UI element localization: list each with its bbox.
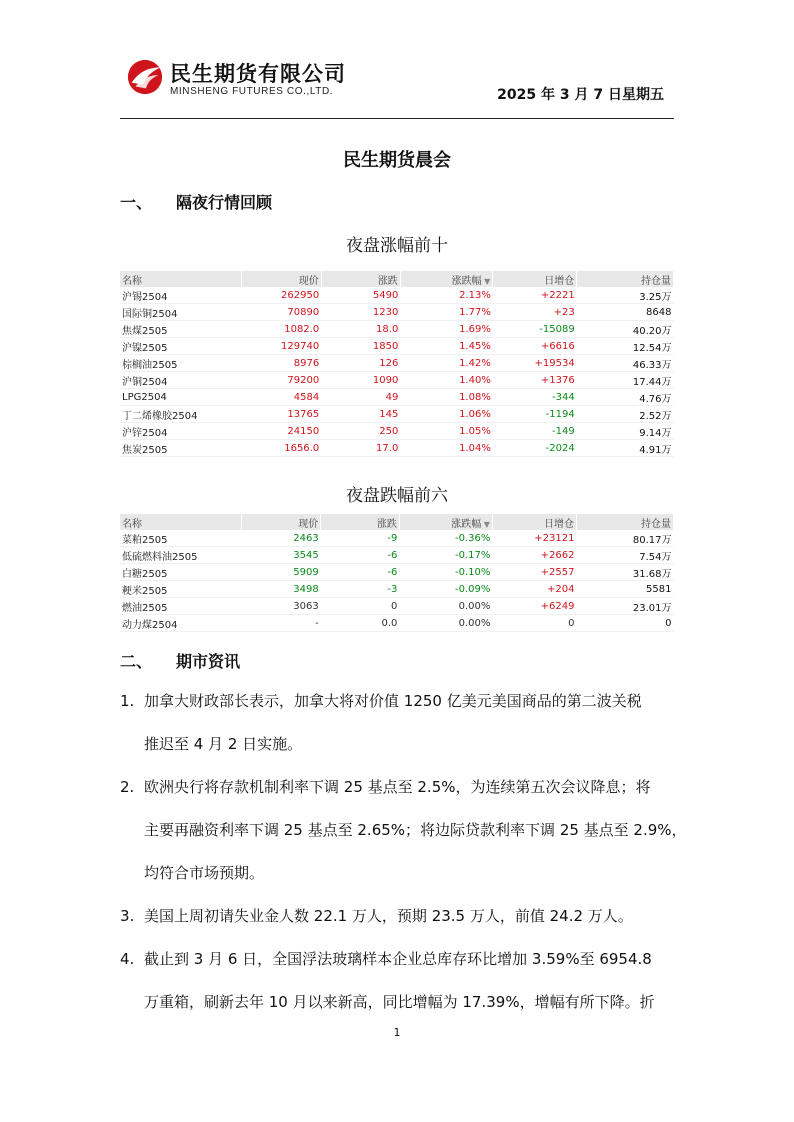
table-up-title: 夜盘涨幅前十 <box>346 236 448 256</box>
news-item <box>120 766 687 895</box>
column-header[interactable]: 涨跌幅 ▼ <box>399 514 492 530</box>
table-cell: 126 <box>321 355 400 372</box>
table-cell: 焦炭2505 <box>120 440 241 457</box>
table-row[interactable] <box>120 287 674 304</box>
table-cell: -0.36% <box>399 530 492 547</box>
table-cell: 沪锌2504 <box>120 423 241 440</box>
table-row[interactable] <box>120 530 674 547</box>
table-cell: 动力煤2504 <box>120 615 241 632</box>
table-cell: 5581 <box>576 581 673 598</box>
table-cell: 79200 <box>241 372 321 389</box>
column-header[interactable]: 持仓量 <box>576 514 673 530</box>
table-cell: +2221 <box>493 287 577 304</box>
table-cell: -9 <box>321 530 400 547</box>
table-cell: 46.33万 <box>577 355 674 372</box>
table-cell: +23121 <box>492 530 576 547</box>
table-cell: +23 <box>493 304 577 321</box>
table-cell: 3545 <box>241 547 320 564</box>
table-cell: 129740 <box>241 338 321 355</box>
news-item <box>120 895 680 938</box>
section-title: 期市资讯 <box>176 652 241 671</box>
table-cell: -0.17% <box>399 547 492 564</box>
news-text: 万重箱，刷新去年 10 月以来新高，同比增幅为 17.39%，增幅有所下降。折 <box>144 993 655 1011</box>
news-text: 截止到 3 月 6 日，全国浮法玻璃样本企业总库存环比增加 3.59%至 6954.8 <box>144 950 652 968</box>
column-header[interactable]: 涨跌幅 ▼ <box>400 271 493 287</box>
table-cell: 国际铜2504 <box>120 304 241 321</box>
table-cell: 8976 <box>241 355 321 372</box>
table-cell: -1194 <box>493 406 577 423</box>
news-list <box>120 680 687 1024</box>
sort-desc-icon[interactable]: ▼ <box>481 519 490 529</box>
table-cell: 18.0 <box>321 321 400 338</box>
table-cell: 40.20万 <box>577 321 674 338</box>
night-session-gainers-table <box>120 271 674 457</box>
table-cell: -0.10% <box>399 564 492 581</box>
news-text: 欧洲央行将存款机制利率下调 25 基点至 2.5%，为连续第五次会议降息；将 <box>144 778 651 796</box>
news-number: 1. <box>120 692 135 710</box>
table-cell: 1230 <box>321 304 400 321</box>
table-cell: 3.25万 <box>577 287 674 304</box>
page-header <box>120 52 674 118</box>
news-text: 推迟至 4 月 2 日实施。 <box>144 735 303 753</box>
table-cell: 白糖2505 <box>120 564 241 581</box>
table-cell: 12.54万 <box>577 338 674 355</box>
table-cell: 0.00% <box>399 615 492 632</box>
table-cell: 13765 <box>241 406 321 423</box>
minsheng-logo-icon <box>126 58 164 96</box>
table-cell: 沪铜2504 <box>120 372 241 389</box>
table-row[interactable] <box>120 615 674 632</box>
table-cell: 2463 <box>241 530 320 547</box>
section-number: 二、 <box>120 652 153 671</box>
table-cell: 1.05% <box>400 423 493 440</box>
table-cell: 1.06% <box>400 406 493 423</box>
table-cell: 菜粕2505 <box>120 530 241 547</box>
news-text: 均符合市场预期。 <box>144 864 265 882</box>
table-cell: LPG2504 <box>120 389 241 406</box>
night-session-losers-table <box>120 514 674 632</box>
table-cell: 3498 <box>241 581 320 598</box>
table-cell: -3 <box>321 581 400 598</box>
table-cell: 17.44万 <box>577 372 674 389</box>
table-row[interactable] <box>120 355 674 372</box>
news-text: 美国上周初请失业金人数 22.1 万人，预期 23.5 万人，前值 24.2 万人。 <box>144 907 633 925</box>
news-line <box>120 809 687 852</box>
column-header[interactable]: 涨跌 <box>321 271 400 287</box>
table-cell: 1090 <box>321 372 400 389</box>
table-cell: 80.17万 <box>576 530 673 547</box>
header-divider <box>120 118 674 119</box>
table-cell: 250 <box>321 423 400 440</box>
company-name-en: MINSHENG FUTURES CO.,LTD. <box>170 86 334 97</box>
table-cell: 2.52万 <box>577 406 674 423</box>
column-header[interactable]: 日增仓 <box>492 514 576 530</box>
column-header[interactable]: 涨跌 <box>321 514 400 530</box>
table-row[interactable] <box>120 547 674 564</box>
table-cell: 8648 <box>577 304 674 321</box>
table-cell: 丁二烯橡胶2504 <box>120 406 241 423</box>
table-row[interactable] <box>120 406 674 423</box>
news-text: 加拿大财政部长表示，加拿大将对价值 1250 亿美元美国商品的第二波关税 <box>144 692 642 710</box>
page-number: 1 <box>393 1026 401 1039</box>
table-cell: 0.0 <box>321 615 400 632</box>
section-heading-1 <box>120 190 272 213</box>
table-cell: 燃油2505 <box>120 598 241 615</box>
table-cell: 低硫燃料油2505 <box>120 547 241 564</box>
table-cell: +19534 <box>493 355 577 372</box>
table-cell: 0 <box>321 598 400 615</box>
table-cell: 4.91万 <box>577 440 674 457</box>
table-cell: 145 <box>321 406 400 423</box>
table-cell: 2.13% <box>400 287 493 304</box>
column-header[interactable]: 持仓量 <box>577 271 674 287</box>
table-row[interactable] <box>120 440 674 457</box>
table-cell: 1.77% <box>400 304 493 321</box>
table-cell: 0 <box>576 615 673 632</box>
table-cell: 5490 <box>321 287 400 304</box>
table-cell: 0.00% <box>399 598 492 615</box>
column-header[interactable]: 名称 <box>120 514 241 530</box>
column-header[interactable]: 日增仓 <box>493 271 577 287</box>
news-number: 4. <box>120 950 135 968</box>
table-cell: 4584 <box>241 389 321 406</box>
news-number: 2. <box>120 778 135 796</box>
company-logo <box>126 56 366 102</box>
table-cell: 262950 <box>241 287 321 304</box>
table-header-row <box>120 514 674 530</box>
table-row[interactable] <box>120 564 674 581</box>
table-cell: +6249 <box>492 598 576 615</box>
table-down-title: 夜盘跌幅前六 <box>346 486 448 506</box>
table-cell: 7.54万 <box>576 547 673 564</box>
table-header-row <box>120 271 674 287</box>
table-cell: -2024 <box>493 440 577 457</box>
news-item <box>120 938 680 1024</box>
report-date: 2025 年 3 月 7 日星期五 <box>497 87 664 103</box>
table-cell: 1.40% <box>400 372 493 389</box>
table-cell: 1.08% <box>400 389 493 406</box>
news-line <box>120 895 680 938</box>
table-cell: -6 <box>321 547 400 564</box>
table-cell: +1376 <box>493 372 577 389</box>
table-cell: 1656.0 <box>241 440 321 457</box>
table-cell: 9.14万 <box>577 423 674 440</box>
table-cell: -0.09% <box>399 581 492 598</box>
news-item <box>120 680 680 766</box>
news-line <box>120 680 680 723</box>
table-cell: 49 <box>321 389 400 406</box>
table-cell: 1082.0 <box>241 321 321 338</box>
table-cell: 沪镍2505 <box>120 338 241 355</box>
table-cell: +6616 <box>493 338 577 355</box>
table-cell: 1850 <box>321 338 400 355</box>
section-heading-2 <box>120 649 240 672</box>
table-cell: +2662 <box>492 547 576 564</box>
company-name-cn: 民生期货有限公司 <box>170 62 346 86</box>
section-title: 隔夜行情回顾 <box>176 193 273 212</box>
table-row[interactable] <box>120 598 674 615</box>
table-cell: 沪锡2504 <box>120 287 241 304</box>
document-title: 民生期货晨会 <box>343 150 451 171</box>
table-cell: +2557 <box>492 564 576 581</box>
table-cell: 0 <box>492 615 576 632</box>
table-row[interactable] <box>120 389 674 406</box>
table-row[interactable] <box>120 372 674 389</box>
news-line <box>120 981 680 1024</box>
table-row[interactable] <box>120 423 674 440</box>
table-row[interactable] <box>120 581 674 598</box>
column-header[interactable]: 现价 <box>241 271 321 287</box>
table-cell: -6 <box>321 564 400 581</box>
table-cell: 1.69% <box>400 321 493 338</box>
table-cell: -15089 <box>493 321 577 338</box>
news-number: 3. <box>120 907 135 925</box>
news-text: 主要再融资利率下调 25 基点至 2.65%；将边际贷款利率下调 25 基点至 2.9%， <box>144 821 687 839</box>
table-cell: 23.01万 <box>576 598 673 615</box>
table-cell: 1.42% <box>400 355 493 372</box>
table-cell: 1.04% <box>400 440 493 457</box>
news-line <box>120 723 680 766</box>
table-row[interactable] <box>120 304 674 321</box>
table-cell: 31.68万 <box>576 564 673 581</box>
table-cell: +204 <box>492 581 576 598</box>
table-cell: 3063 <box>241 598 320 615</box>
table-cell: 70890 <box>241 304 321 321</box>
table-cell: -344 <box>493 389 577 406</box>
table-cell: 4.76万 <box>577 389 674 406</box>
table-cell: 棕榈油2505 <box>120 355 241 372</box>
table-cell: 粳米2505 <box>120 581 241 598</box>
section-number: 一、 <box>120 193 153 212</box>
table-cell: 17.0 <box>321 440 400 457</box>
table-cell: 焦煤2505 <box>120 321 241 338</box>
table-cell: 1.45% <box>400 338 493 355</box>
table-cell: -149 <box>493 423 577 440</box>
table-cell: 5909 <box>241 564 320 581</box>
table-cell: 24150 <box>241 423 321 440</box>
column-header[interactable]: 现价 <box>241 514 320 530</box>
table-cell: - <box>241 615 320 632</box>
news-line <box>120 766 680 809</box>
news-line <box>120 852 680 895</box>
table-row[interactable] <box>120 321 674 338</box>
sort-desc-icon[interactable]: ▼ <box>481 276 491 286</box>
column-header[interactable]: 名称 <box>120 271 241 287</box>
table-row[interactable] <box>120 338 674 355</box>
news-line <box>120 938 680 981</box>
